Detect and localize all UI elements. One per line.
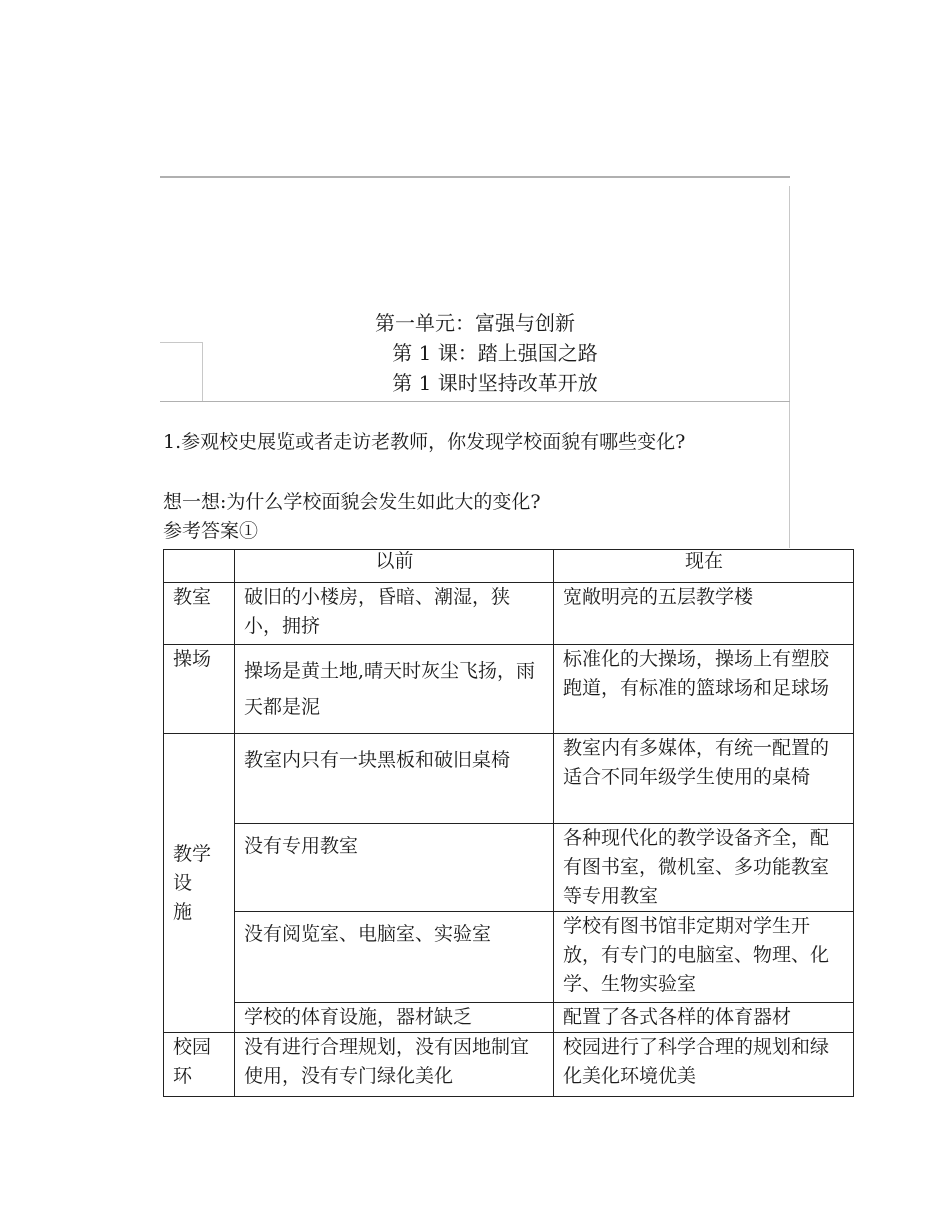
- before-cell: 没有专用教室: [235, 824, 554, 912]
- before-cell: 教室内只有一块黑板和破旧桌椅: [235, 734, 554, 824]
- category-cell: 操场: [164, 645, 235, 734]
- period-title: 第 1 课时坚持改革开放: [392, 371, 598, 395]
- before-cell: 破旧的小楼房，昏暗、潮湿，狭小，拥挤: [235, 583, 554, 645]
- table-row: [164, 1033, 854, 1097]
- header-cell-blank: [164, 550, 235, 583]
- header-cell-now: 现在: [554, 550, 854, 583]
- table-row: [164, 912, 854, 1003]
- now-cell: 学校有图书馆非定期对学生开放，有专门的电脑室、物理、化学、生物实验室: [554, 912, 854, 1003]
- table-row: [164, 1003, 854, 1033]
- now-cell: 教室内有多媒体，有统一配置的适合不同年级学生使用的桌椅: [554, 734, 854, 824]
- now-cell: 校园进行了科学合理的规划和绿化美化环境优美: [554, 1033, 854, 1097]
- before-cell: 学校的体育设施，器材缺乏: [235, 1003, 554, 1033]
- now-cell: 配置了各式各样的体育器材: [554, 1003, 854, 1033]
- category-cell-campus: [164, 1033, 235, 1097]
- table-row: [164, 734, 854, 824]
- now-cell: 宽敞明亮的五层教学楼: [554, 583, 854, 645]
- lesson-title: 第 1 课：踏上强国之路: [392, 341, 598, 365]
- answer-label: 参考答案①: [163, 520, 259, 542]
- table-row: [164, 824, 854, 912]
- category-cell-teaching: [164, 734, 235, 1033]
- top-rule: [160, 176, 790, 178]
- mid-rule: [160, 401, 790, 402]
- now-cell: 标准化的大操场，操场上有塑胶跑道，有标准的篮球场和足球场: [554, 645, 854, 734]
- unit-title: 第一单元：富强与创新: [375, 311, 575, 335]
- category-line: 设: [173, 871, 193, 894]
- category-line: 环: [173, 1065, 193, 1087]
- comparison-table: [163, 549, 854, 1097]
- now-cell: 各种现代化的教学设备齐全，配有图书室，微机室、多功能教室等专用教室: [554, 824, 854, 912]
- header-cell-before: 以前: [235, 550, 554, 583]
- category-line: 施: [173, 900, 193, 923]
- before-cell: 操场是黄土地,晴天时灰尘飞扬，雨天都是泥: [235, 645, 554, 734]
- category-line: 教学: [173, 842, 212, 865]
- category-cell: 教室: [164, 583, 235, 645]
- category-line: 校园: [173, 1036, 212, 1058]
- before-cell: 没有进行合理规划，没有因地制宜使用，没有专门绿化美化: [235, 1033, 554, 1097]
- table-row: [164, 583, 854, 645]
- question-1: 1.参观校史展览或者走访老教师，你发现学校面貌有哪些变化?: [163, 431, 686, 453]
- before-cell: 没有阅览室、电脑室、实验室: [235, 912, 554, 1003]
- table-row: [164, 645, 854, 734]
- table-header-row: [164, 550, 854, 583]
- think-prompt: 想一想:为什么学校面貌会发生如此大的变化?: [163, 491, 541, 513]
